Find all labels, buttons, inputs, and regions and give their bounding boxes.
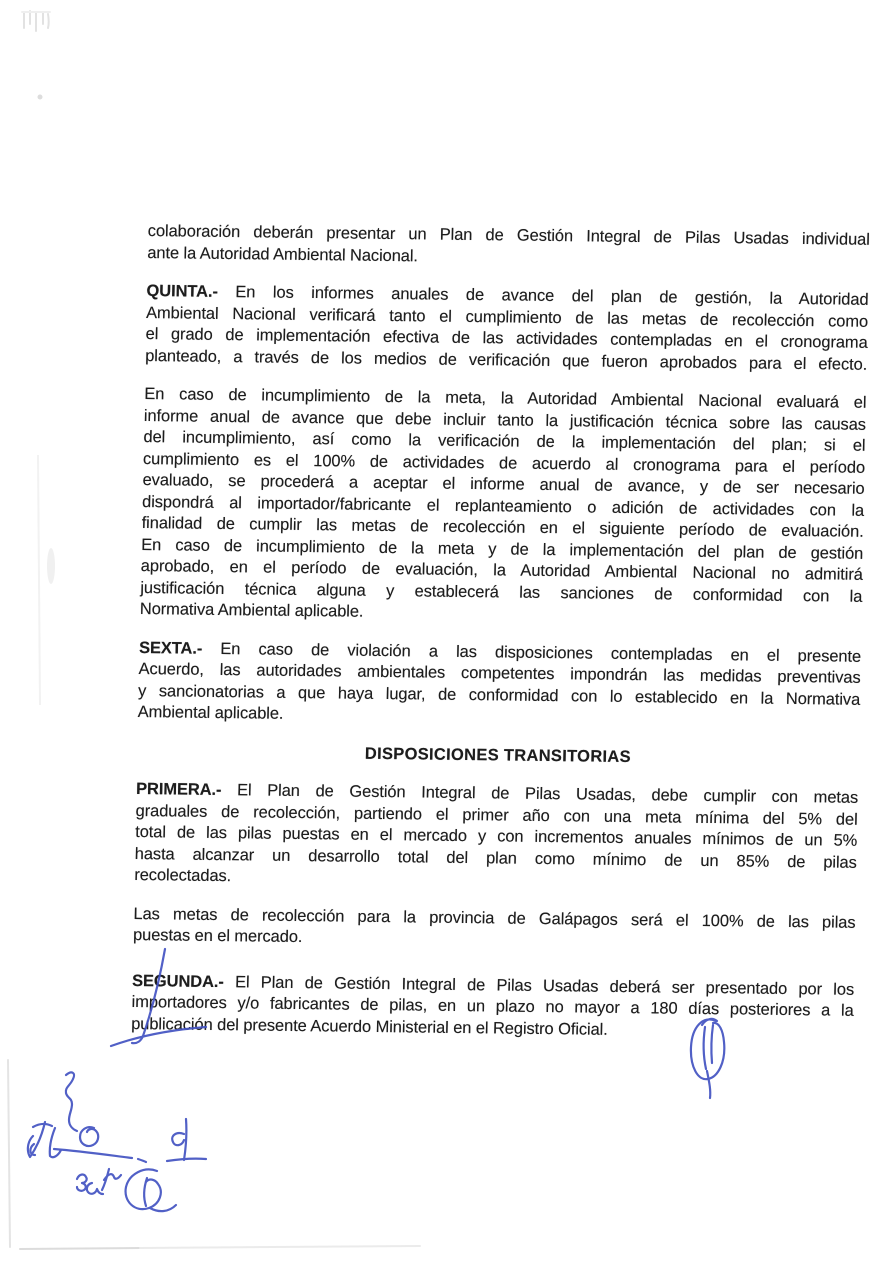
text-line: evaluado, se procederá a aceptar el informe anual de avance, y de ser necesario: [142, 471, 865, 498]
page-crease: [38, 455, 40, 705]
text-line: Acuerdo, las autoridades ambientales competentes impondrán las medidas preventivas: [138, 660, 861, 687]
text-line: En caso de incumplimiento de la meta, la Autoridad Ambiental Nacional evaluará el: [144, 385, 867, 412]
text-line: cumplimiento es el 100% de actividades de acuerdo al cronograma para el período: [142, 449, 866, 477]
text-line: QUINTA.- En los informes anuales de avance del plan de gestión, la Autoridad: [146, 282, 869, 309]
text-line: hasta alcanzar un desarrollo total del plan como mínimo de un 85% de pilas: [134, 844, 857, 872]
text-line: el grado de implementación efectiva de las actividades contempladas en el cronograma: [145, 325, 868, 352]
paragraph-quinta: [145, 281, 869, 376]
text-line: Normativa Ambiental aplicable.: [139, 600, 364, 621]
paragraph-sexta: [137, 638, 861, 733]
paragraph-primera: [134, 779, 858, 895]
text-line: Ambiental Nacional verificará tanto el cumplimiento de las metas de recolección como: [145, 303, 869, 331]
text-line: colaboración deberán presentar un Plan de Gestión Integral de Pilas Usadas individual: [147, 222, 870, 249]
text-line: aprobado, en el período de evaluación, la Autoridad Ambiental Nacional no admitirá: [140, 557, 863, 584]
text-line: importadores y/o fabricantes de pilas, en un plazo no mayor a 180 días posteriores a la: [131, 993, 854, 1020]
text-line: SEGUNDA.- El Plan de Gestión Integral de Pilas Usadas deberá ser presentado por los: [131, 971, 855, 999]
text-line: planteado, a través de los medios de verificación que fueron aprobados para el efecto.: [144, 346, 868, 374]
text-line: y sancionatorias a que haya lugar, de conformidad con lo establecido en la Normativa: [137, 681, 861, 709]
text-line: Las metas de recolección para la provincia de Galápagos será el 100% de las pilas: [133, 904, 856, 932]
text-line: justificación técnica alguna y establecerá las sanciones de conformidad con la: [140, 578, 863, 606]
text-line: dispondrá al importador/fabricante el replanteamiento o adición de actividades con la: [141, 492, 865, 520]
smudge: [47, 548, 55, 584]
text-line: Ambiental aplicable.: [137, 703, 284, 723]
document-text: [131, 221, 870, 1061]
section-heading: DISPOSICIONES TRANSITORIAS: [364, 744, 632, 766]
text-line: SEXTA.- En caso de violación a las disposiciones contempladas en el presente: [138, 638, 862, 666]
paragraph-incumplimiento: [140, 384, 867, 629]
text-line: informe anual de avance que debe incluir tanto la justificación técnica sobre las causas: [143, 406, 867, 434]
text-line: publicación del presente Acuerdo Ministerial en el Registro Oficial.: [131, 1014, 608, 1039]
paragraph-continuation: [147, 221, 870, 273]
text-line: recolectadas.: [134, 866, 232, 886]
paragraph-galapagos: [133, 904, 856, 956]
text-line: graduales de recolección, partiendo el primer año con una meta mínima del 5% del: [135, 801, 858, 829]
text-line: ante la Autoridad Ambiental Nacional.: [147, 243, 419, 265]
ink-dot: [38, 95, 43, 100]
paragraph-segunda: [131, 971, 854, 1044]
text-line: total de las pilas puestas en el mercado y con incrementos anuales mínimos de un 5%: [135, 823, 858, 850]
page-edge-shadow: [8, 1060, 420, 1249]
signature-scribbles: [28, 1072, 206, 1211]
text-line: finalidad de cumplir las metas de recolección en el siguiente período de evaluación.: [141, 514, 864, 541]
text-line: En caso de incumplimiento de la meta y de la implementación del plan de gestión: [141, 535, 864, 563]
text-line: PRIMERA.- El Plan de Gestión Integral de Pilas Usadas, debe cumplir con metas: [135, 780, 859, 807]
text-line: del incumplimiento, así como la verificación de la implementación del plan; si el: [143, 428, 866, 455]
text-line: puestas en el mercado.: [132, 926, 303, 947]
smudge-marks: [22, 11, 50, 31]
